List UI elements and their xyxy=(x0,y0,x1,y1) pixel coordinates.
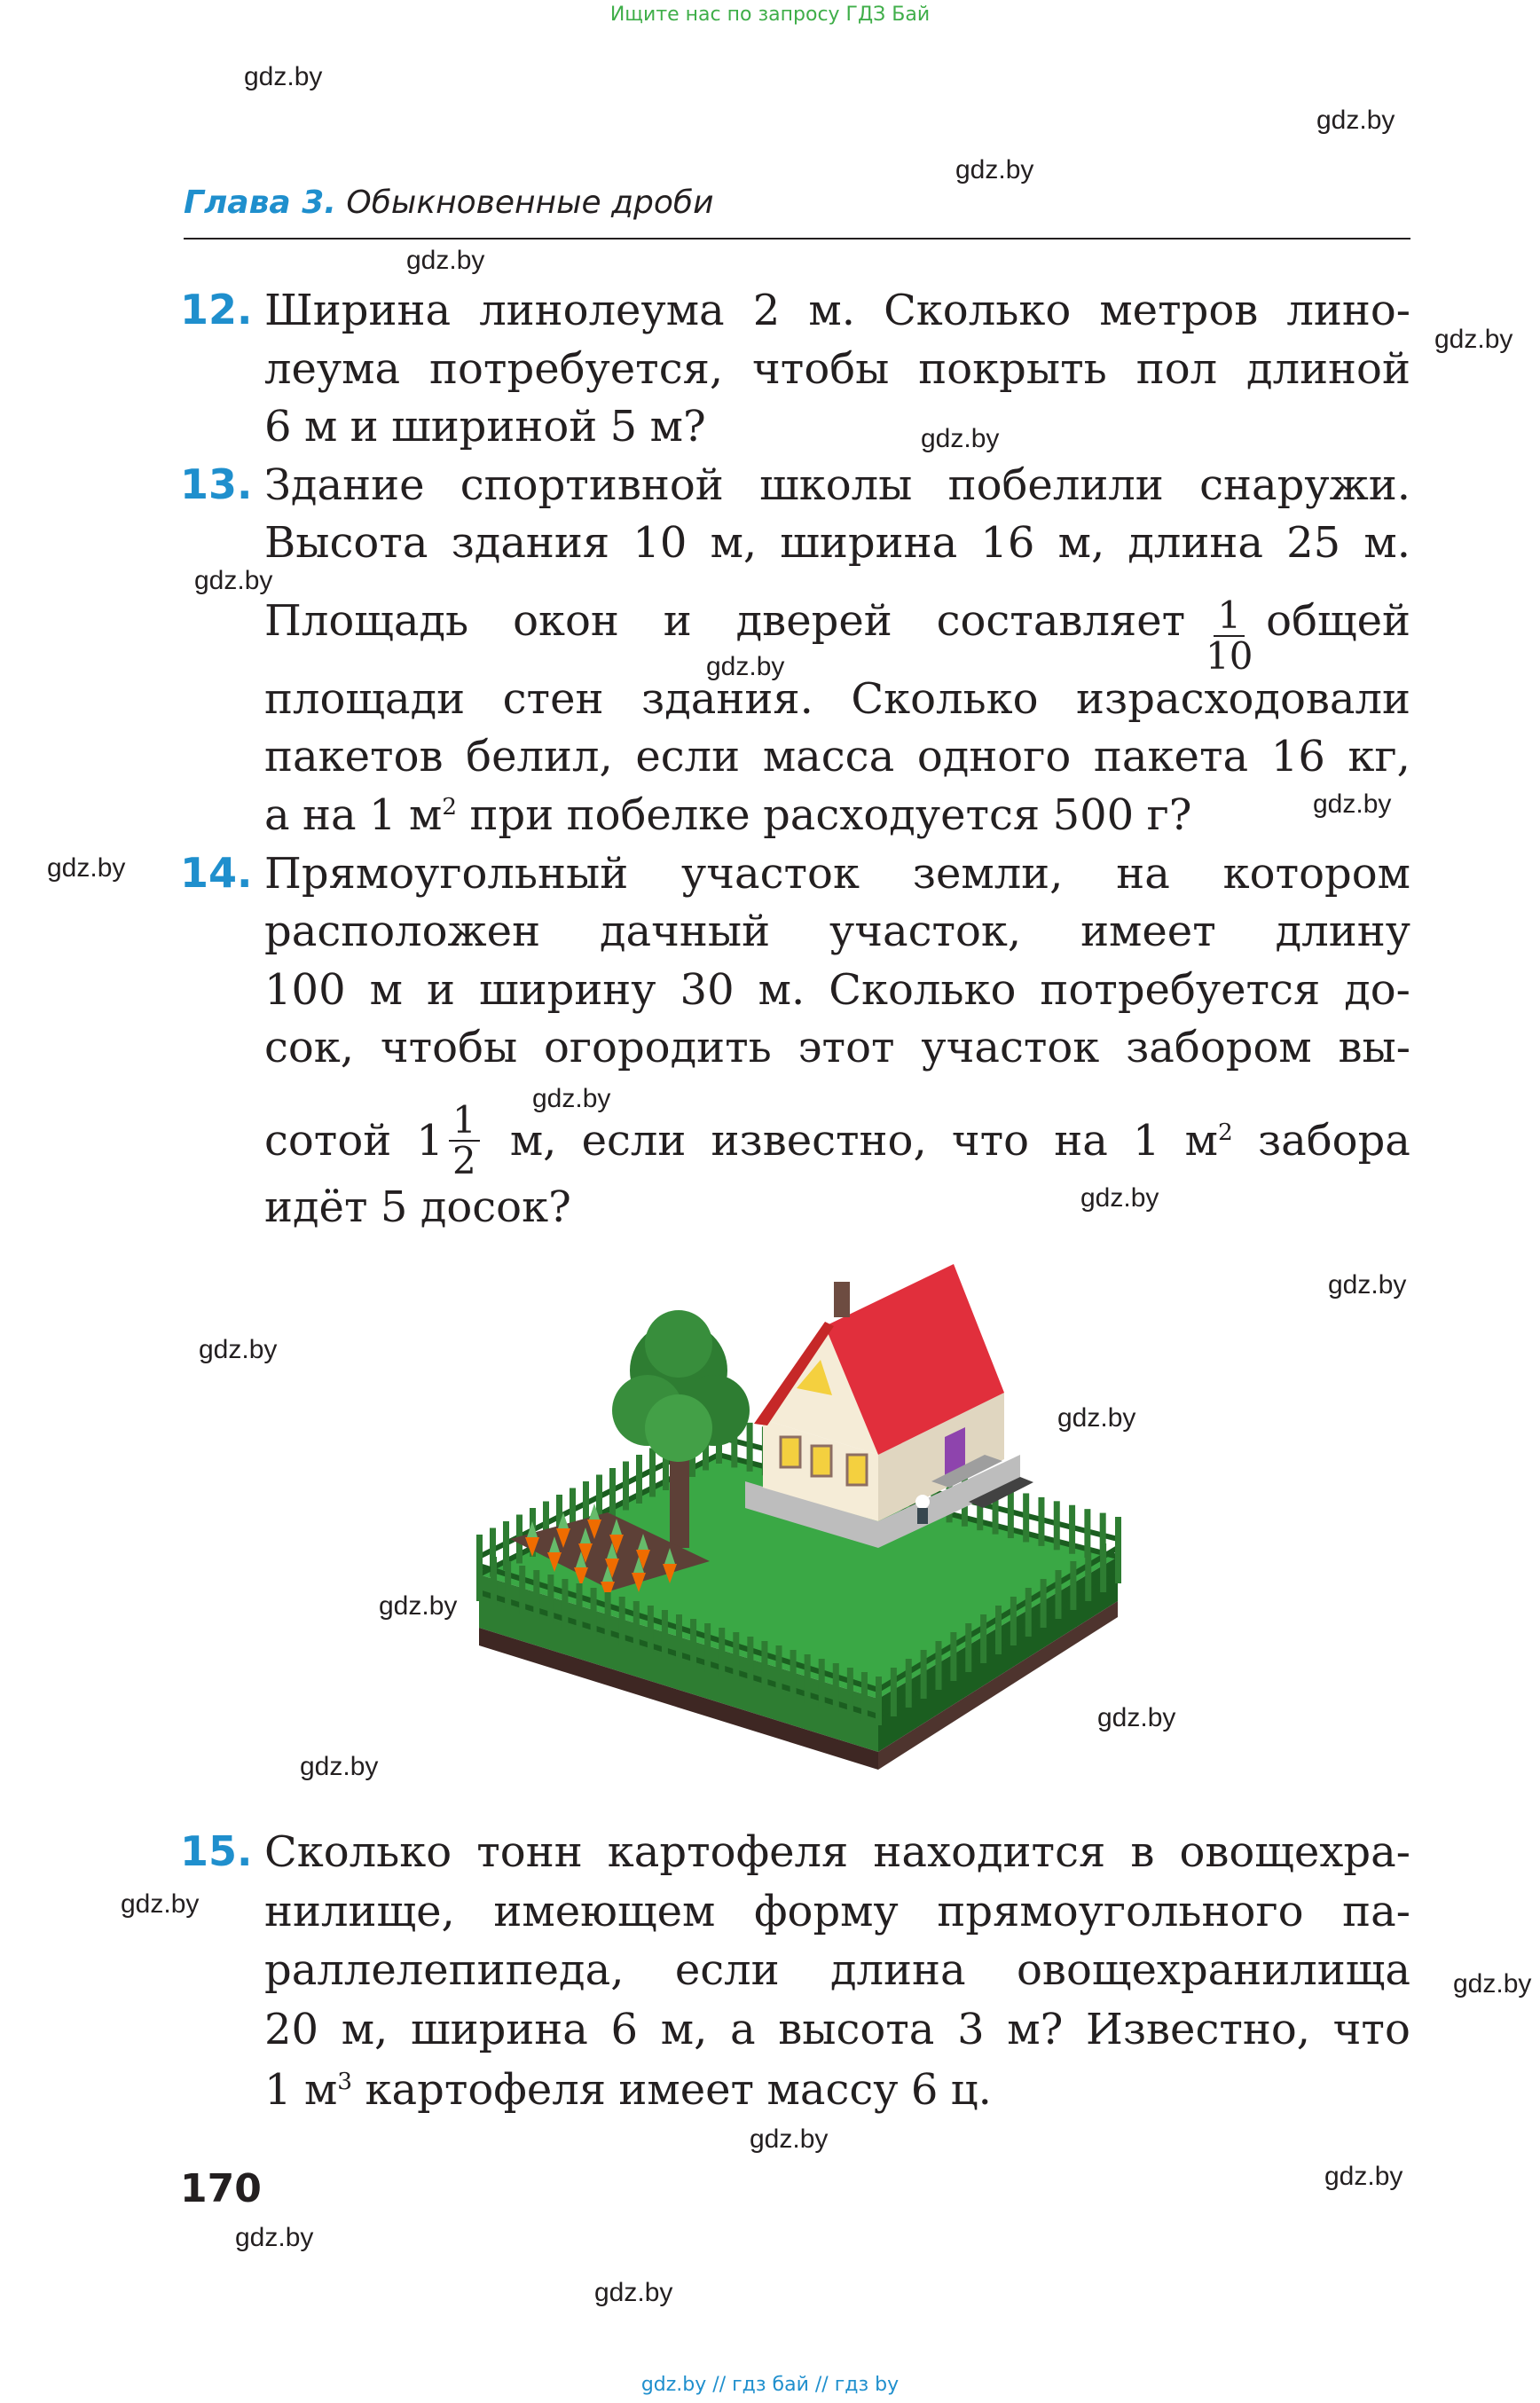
text-line xyxy=(264,460,1410,510)
text-word: площади xyxy=(264,674,466,724)
text-word: 6 xyxy=(910,2065,939,2115)
text-word: Сколько xyxy=(829,965,1017,1015)
text-word: прямоугольного xyxy=(937,1887,1304,1936)
fence-picket xyxy=(633,1601,640,1650)
fraction-numerator: 1 xyxy=(1214,596,1245,637)
text-word: покрыть xyxy=(918,344,1107,394)
top-banner[interactable]: Ищите нас по запросу ГДЗ Бай xyxy=(609,4,931,26)
text-line xyxy=(264,1182,1410,1232)
text-word: израсходовали xyxy=(1076,674,1410,724)
text-word: забором xyxy=(1126,1023,1312,1072)
text-word: масса xyxy=(762,732,895,781)
fence-picket xyxy=(619,1597,625,1645)
text-word: м. xyxy=(1363,518,1410,568)
text-word: 6 xyxy=(610,2005,639,2054)
text-word: огородить xyxy=(544,1023,772,1072)
watermark: gdz.by xyxy=(1324,2162,1403,2191)
text-word: 6 xyxy=(264,402,292,452)
text-word: одного xyxy=(916,732,1072,781)
text-word: Сколько xyxy=(884,286,1072,335)
fence-picket xyxy=(847,1668,853,1716)
text-word: чтобы xyxy=(752,344,890,394)
text-word: 5 xyxy=(380,1182,408,1232)
text-line xyxy=(264,1945,1410,1995)
text-word: шириной xyxy=(391,402,598,452)
text-line xyxy=(264,674,1410,724)
watermark: gdz.by xyxy=(300,1752,379,1781)
text-word: м? xyxy=(649,402,706,452)
chapter-title: Обыкновенные дроби xyxy=(346,185,714,221)
fence-picket xyxy=(965,1623,971,1672)
text-word: 1 xyxy=(369,790,397,840)
text-word: длиной xyxy=(1246,344,1410,394)
text-word: длину xyxy=(1275,907,1410,956)
text-word: Прямоугольный xyxy=(264,849,629,899)
watermark: gdz.by xyxy=(121,1889,200,1919)
text-word: 2 xyxy=(752,286,781,335)
text-line xyxy=(264,518,1410,568)
fence-picket xyxy=(505,1561,511,1610)
fence-picket xyxy=(676,1614,682,1663)
text-line xyxy=(264,286,1410,335)
text-word: овощехранилища xyxy=(1017,1945,1410,1995)
text-word: картофеля xyxy=(607,1827,849,1877)
text-word: 1 xyxy=(1132,1116,1160,1166)
text-word: побелке xyxy=(566,790,750,840)
text-word: находится xyxy=(873,1827,1106,1877)
header-rule xyxy=(184,238,1410,240)
text-word: картофеля xyxy=(365,2065,607,2115)
text-word: участок, xyxy=(829,907,1022,956)
watermark: gdz.by xyxy=(921,424,1000,453)
text-word: Сколько xyxy=(264,1827,452,1877)
text-word: м, xyxy=(710,518,758,568)
fence-picket xyxy=(1084,1509,1090,1558)
text-word: 16 xyxy=(980,518,1035,568)
text-word: Сколько xyxy=(851,674,1039,724)
chapter-number: Глава 3. xyxy=(184,185,336,221)
text-word: па- xyxy=(1342,1887,1410,1936)
chimney xyxy=(834,1282,850,1317)
text-word: м, xyxy=(1057,518,1105,568)
watermark: gdz.by xyxy=(706,652,785,681)
superscript: 3 xyxy=(337,2068,353,2095)
fence-picket xyxy=(547,1575,554,1623)
fence-picket xyxy=(1025,1588,1032,1637)
text-word: длина xyxy=(1128,518,1263,568)
text-line xyxy=(264,1887,1410,1936)
superscript: 2 xyxy=(1218,1119,1233,1146)
fraction xyxy=(1206,593,1253,678)
text-word: ширина xyxy=(780,518,958,568)
text-word: на xyxy=(302,790,357,840)
fence-picket xyxy=(805,1654,811,1703)
text-word: высота xyxy=(778,2005,935,2054)
fence-picket xyxy=(1085,1552,1091,1601)
watermark: gdz.by xyxy=(1057,1403,1136,1433)
text-word: при xyxy=(469,790,554,840)
watermark: gdz.by xyxy=(379,1591,458,1621)
fence-picket xyxy=(921,1650,927,1699)
fence-picket xyxy=(662,1610,668,1659)
text-word: пакета xyxy=(1093,732,1249,781)
text-word: стен xyxy=(502,674,604,724)
text-word: $м^2$ xyxy=(408,790,458,840)
fence-picket xyxy=(1056,1570,1062,1619)
text-word: овощехра- xyxy=(1179,1827,1410,1877)
fence-picket xyxy=(747,1423,753,1472)
text-line xyxy=(264,2065,1410,2115)
text-word: и xyxy=(426,965,455,1015)
fence-picket xyxy=(747,1637,753,1685)
text-word: на xyxy=(1054,1116,1108,1166)
text-word: вы- xyxy=(1338,1023,1410,1072)
fence-picket xyxy=(980,1614,986,1663)
fence-picket xyxy=(1115,1535,1121,1583)
text-word: 3 xyxy=(957,2005,985,2054)
text-word: здания xyxy=(451,518,610,568)
fence-picket xyxy=(636,1455,642,1504)
fraction-denominator: 10 xyxy=(1206,634,1253,678)
text-word: 500 xyxy=(1052,790,1135,840)
watermark: gdz.by xyxy=(1316,106,1395,135)
text-line xyxy=(264,2005,1410,2054)
text-word: побелили xyxy=(947,460,1164,510)
text-word: м? xyxy=(1007,2005,1064,2054)
fence-picket xyxy=(876,1677,882,1725)
house-illustration xyxy=(461,1255,1144,1787)
watermark: gdz.by xyxy=(1453,1969,1532,1999)
text-word: 100 xyxy=(264,965,346,1015)
text-word: кг, xyxy=(1348,732,1410,781)
fence-picket xyxy=(1041,1579,1047,1628)
text-word: раллелепипеда, xyxy=(264,1945,625,1995)
text-word: м, xyxy=(341,2005,389,2054)
fence-picket xyxy=(833,1663,839,1712)
text-word: в xyxy=(1130,1827,1155,1877)
problem-number: 13. xyxy=(180,460,253,508)
fence-picket xyxy=(1008,1489,1014,1538)
text-word: потребуется xyxy=(1040,965,1321,1015)
fence-picket xyxy=(790,1650,797,1699)
fence-picket xyxy=(591,1588,597,1637)
watermark: gdz.by xyxy=(750,2124,829,2154)
text-word: Высота xyxy=(264,518,428,568)
text-word: ц. xyxy=(950,2065,992,2115)
text-word: досок? xyxy=(420,1182,571,1232)
text-word: белил, xyxy=(466,732,613,781)
text-word: пакетов xyxy=(264,732,444,781)
text-word: г? xyxy=(1146,790,1192,840)
fence-picket xyxy=(577,1583,583,1632)
text-word: если xyxy=(674,1945,780,1995)
text-word: а xyxy=(264,790,290,840)
watermark: gdz.by xyxy=(47,853,126,883)
text-word: ширина xyxy=(410,2005,588,2054)
text-word: на xyxy=(1116,849,1170,899)
watermark: gdz.by xyxy=(1328,1270,1407,1300)
text-word: имеет xyxy=(618,2065,755,2115)
fence-picket xyxy=(1100,1543,1106,1592)
text-word: и xyxy=(350,402,379,452)
text-line xyxy=(264,907,1410,956)
text-word: Ширина xyxy=(264,286,452,335)
text-word: идёт xyxy=(264,1182,368,1232)
text-word: сок, xyxy=(264,1023,355,1072)
watermark: gdz.by xyxy=(194,566,273,595)
fence-picket xyxy=(491,1557,497,1606)
text-word: $м^2$ xyxy=(1184,1116,1233,1166)
text-word: линолеума xyxy=(479,286,725,335)
text-line xyxy=(264,402,1410,452)
text-word: а xyxy=(729,2005,756,2054)
text-word: м. xyxy=(758,965,805,1015)
watermark: gdz.by xyxy=(406,246,485,275)
text-word: леума xyxy=(264,344,401,394)
watermark: gdz.by xyxy=(235,2223,314,2252)
text-line xyxy=(264,849,1410,899)
text-word: школы xyxy=(759,460,913,510)
watermark: gdz.by xyxy=(594,2278,673,2307)
text-word: что xyxy=(951,1116,1030,1166)
text-word: метров xyxy=(1099,286,1259,335)
text-word: и xyxy=(663,596,692,646)
text-word: м xyxy=(369,965,403,1015)
watermark: gdz.by xyxy=(199,1335,278,1364)
page-number: 170 xyxy=(180,2166,262,2211)
tree-crown xyxy=(612,1310,750,1462)
problem-number: 14. xyxy=(180,849,253,897)
text-word: 5 xyxy=(609,402,638,452)
flower-pot xyxy=(917,1508,928,1524)
chapter-header xyxy=(184,185,713,221)
fence-picket xyxy=(519,1566,525,1614)
text-word: участок xyxy=(921,1023,1100,1072)
mixed-number xyxy=(416,1098,484,1182)
text-word: 30 xyxy=(680,965,735,1015)
text-word: известно, xyxy=(711,1116,927,1166)
fence-picket xyxy=(1010,1597,1017,1645)
fence-picket xyxy=(891,1668,897,1716)
text-line xyxy=(264,344,1410,394)
fence-picket xyxy=(761,1641,767,1690)
text-word: потребуется, xyxy=(429,344,724,394)
text-word: м, xyxy=(660,2005,708,2054)
text-word: дверей xyxy=(735,596,892,646)
watermark: gdz.by xyxy=(1434,325,1513,354)
text-word: что xyxy=(1332,2005,1410,2054)
text-word: расходуется xyxy=(763,790,1041,840)
superscript: 2 xyxy=(442,793,458,821)
problem-number: 15. xyxy=(180,1827,253,1875)
text-word: спортивной xyxy=(460,460,724,510)
text-word: этот xyxy=(798,1023,895,1072)
text-word: пол xyxy=(1135,344,1218,394)
fraction xyxy=(449,1098,480,1182)
fence-picket xyxy=(1070,1561,1076,1610)
fence-picket xyxy=(776,1645,782,1694)
text-word: имеет xyxy=(1080,907,1216,956)
text-word: $м^3$ xyxy=(303,2065,353,2115)
fence-picket xyxy=(906,1659,912,1708)
fence-picket xyxy=(648,1606,654,1654)
text-word: участок xyxy=(681,849,860,899)
text-run xyxy=(264,596,1185,646)
fence-picket xyxy=(733,1632,739,1681)
fence-picket xyxy=(605,1592,611,1641)
text-word: нилище, xyxy=(264,1887,455,1936)
text-word: ширину xyxy=(478,965,656,1015)
fence-picket xyxy=(819,1659,825,1708)
watermark: gdz.by xyxy=(244,62,323,91)
text-word: длина xyxy=(829,1945,966,1995)
text-word: чтобы xyxy=(380,1023,518,1072)
fence-picket xyxy=(1038,1497,1044,1546)
text-word: расположен xyxy=(264,907,541,956)
text-word: забора xyxy=(1257,1116,1410,1166)
text-word: дачный xyxy=(599,907,771,956)
watermark: gdz.by xyxy=(955,155,1034,185)
fence-picket xyxy=(1054,1501,1060,1550)
text-word: м, xyxy=(509,1116,557,1166)
text-word: общей xyxy=(1266,596,1410,646)
fence-picket xyxy=(649,1449,656,1497)
fence-picket xyxy=(533,1570,539,1619)
text-word: 10 xyxy=(632,518,688,568)
fence-picket xyxy=(936,1641,942,1690)
fence-picket xyxy=(690,1619,696,1668)
watermark: gdz.by xyxy=(1097,1703,1176,1732)
text-word: 1 xyxy=(264,2065,292,2115)
text-word: до- xyxy=(1344,965,1410,1015)
text-word: Здание xyxy=(264,460,425,510)
text-word: здания. xyxy=(641,674,813,724)
text-word: тонн xyxy=(476,1827,583,1877)
text-word: 20 xyxy=(264,2005,319,2054)
text-word: если xyxy=(581,1116,687,1166)
fence-picket xyxy=(1069,1505,1075,1554)
text-word: лино- xyxy=(1286,286,1410,335)
text-line xyxy=(264,1827,1410,1877)
text-word: Площадь xyxy=(264,596,469,646)
text-line xyxy=(264,593,1410,678)
text-word: снаружи. xyxy=(1199,460,1410,510)
footer-links[interactable]: gdz.by // гдз бай // гдз by xyxy=(640,2374,900,2396)
text-line xyxy=(264,965,1410,1015)
fraction-denominator: 2 xyxy=(452,1139,476,1182)
text-word: Известно, xyxy=(1085,2005,1311,2054)
fence-picket xyxy=(950,1632,956,1681)
fence-picket xyxy=(704,1623,711,1672)
mixed-whole: 1 xyxy=(416,1116,444,1166)
fence-picket xyxy=(1023,1493,1029,1542)
problem-number: 12. xyxy=(180,286,253,334)
text-word: сотой xyxy=(264,1116,392,1166)
text-word: земли, xyxy=(912,849,1064,899)
text-word: окон xyxy=(513,596,619,646)
text-line xyxy=(264,1023,1410,1072)
text-word: 25 xyxy=(1286,518,1341,568)
text-word: имеющем xyxy=(493,1887,716,1936)
text-word: котором xyxy=(1222,849,1410,899)
flower xyxy=(915,1495,930,1509)
watermark: gdz.by xyxy=(1313,789,1392,819)
watermark: gdz.by xyxy=(1080,1183,1159,1213)
text-word: массу xyxy=(766,2065,899,2115)
fence-picket xyxy=(995,1606,1002,1654)
watermark: gdz.by xyxy=(532,1084,611,1113)
text-word: м. xyxy=(808,286,855,335)
fence-picket xyxy=(562,1579,568,1628)
fence-picket xyxy=(476,1552,483,1601)
fence-picket xyxy=(861,1672,868,1721)
text-word: составляет xyxy=(936,596,1186,646)
text-word: форму xyxy=(753,1887,899,1936)
text-word: если xyxy=(635,732,741,781)
text-word: м xyxy=(303,402,338,452)
text-line xyxy=(264,790,1410,840)
fence-picket xyxy=(609,1468,616,1517)
text-word: 16 xyxy=(1270,732,1325,781)
fraction-numerator: 1 xyxy=(449,1101,480,1142)
text-line xyxy=(264,732,1410,781)
fence-picket xyxy=(719,1628,725,1677)
fence-picket xyxy=(623,1462,629,1511)
